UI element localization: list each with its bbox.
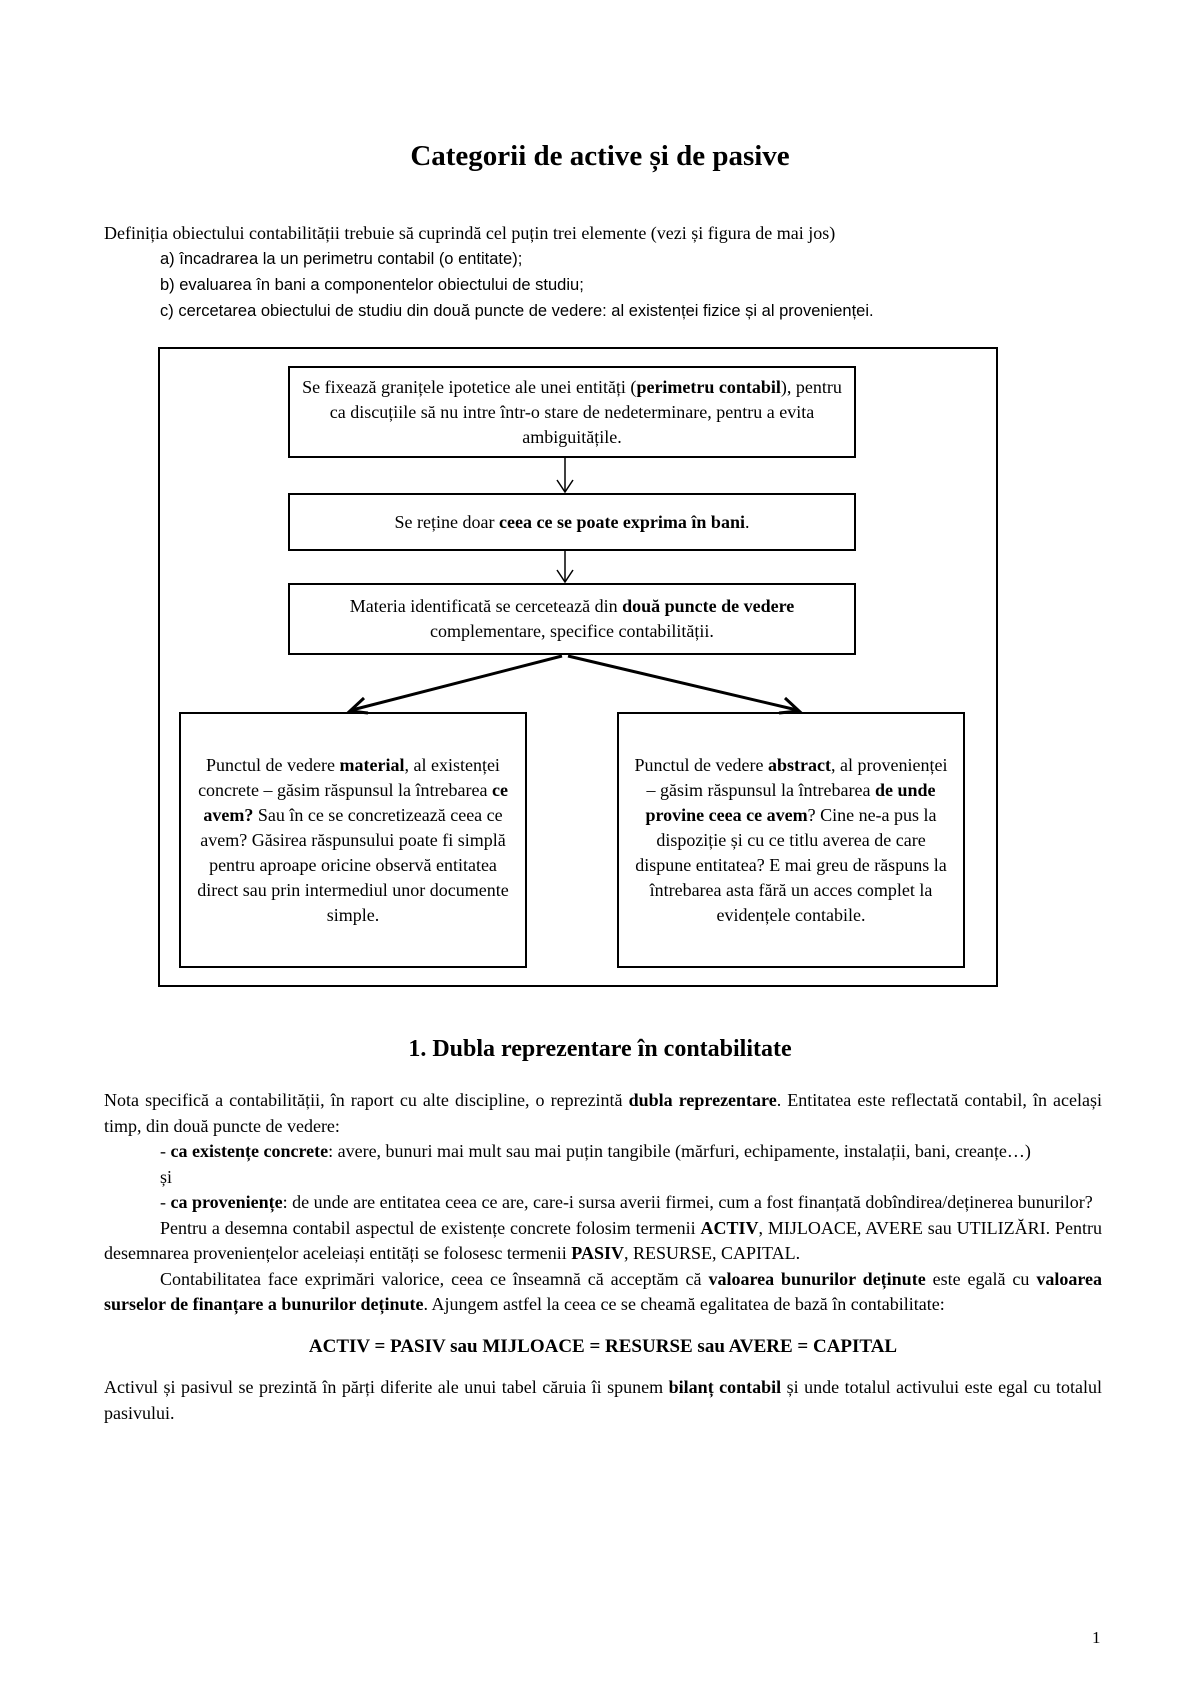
page-number: 1 — [1092, 1628, 1101, 1647]
flow-box-material — [179, 712, 527, 968]
p1-pre: Nota specifică a contabilității, în raport cu alte discipline, o reprezintă — [104, 1090, 629, 1110]
intro-item-a: a) încadrarea la un perimetru contabil (o entitate); — [160, 250, 523, 268]
flow-box-perimeter-text — [300, 375, 844, 450]
p3-post: : de unde are entitatea ceea ce are, care-i sursa averii firmei, cum a fost finanțată dobîndirea/deținerea bunurilor? — [282, 1192, 1093, 1212]
p4-post: , RESURSE, CAPITAL. — [623, 1243, 801, 1263]
section-heading: 1. Dubla reprezentare în contabilitate — [408, 1036, 792, 1062]
box1-bold: perimetru contabil — [636, 376, 781, 397]
flow-box-abstract-text — [629, 753, 953, 928]
intro-item-b: b) evaluarea în bani a componentelor obiectului de studiu; — [160, 276, 584, 294]
flow-box-perimeter — [288, 366, 856, 458]
p4-b1: ACTIV — [700, 1217, 759, 1238]
p5-b1: valoarea bunurilor deținute — [708, 1268, 926, 1289]
box2-bold: ceea ce se poate exprima în bani — [499, 511, 745, 532]
intro-section — [104, 220, 1104, 324]
p4-pre: Pentru a desemna contabil aspectul de existențe concrete folosim termenii — [160, 1217, 701, 1238]
p2-dash: - — [160, 1141, 171, 1161]
flow-box-viewpoints — [288, 583, 856, 655]
p4-b2: PASIV — [571, 1243, 624, 1263]
section-body — [104, 1088, 1102, 1426]
paragraph-1 — [104, 1088, 1102, 1139]
paragraph-and: și — [160, 1166, 173, 1187]
left-p3: Sau în ce se concretizează ceea ce avem? Găsirea răspunsului poate fi simplă pentru aproape oricine observă entitatea direct sau prin intermediul unor documente simple. — [197, 804, 509, 925]
right-b1: abstract — [768, 754, 831, 775]
p5-mid: este egală cu — [925, 1268, 1037, 1289]
box3-bold: două puncte de vedere — [622, 596, 795, 616]
p1-post: . Entitatea este reflectată contabil, în același timp, din două puncte de vedere: — [104, 1090, 1103, 1136]
box2-pre: Se reține doar — [394, 511, 499, 532]
left-b2: ce avem? — [203, 779, 508, 825]
right-p3: ? Cine ne-a pus la dispoziție și cu ce titlu averea de care dispune entitatea? E mai greu de răspuns la întrebarea asta fără un acces complet la evidențele contabile. — [635, 804, 947, 925]
p2-bold: ca existențe concrete — [170, 1141, 329, 1161]
paragraph-2 — [104, 1139, 1102, 1165]
p3-bold: ca proveniențe — [170, 1192, 283, 1212]
p6-bold: bilanț contabil — [668, 1377, 782, 1397]
p3-dash: - — [160, 1192, 171, 1212]
paragraph-4 — [104, 1216, 1102, 1267]
base-equation: ACTIV = PASIV sau MIJLOACE = RESURSE sau AVERE = CAPITAL — [308, 1335, 898, 1357]
left-p2: , al existenței concrete – găsim răspunsul la întrebarea — [198, 754, 500, 800]
flow-box-material-text — [191, 753, 515, 928]
box3-pre: Materia identificată se cercetează din — [349, 596, 623, 616]
p5-b2: valoarea surselor de finanțare a bunurilor deținute — [104, 1268, 1102, 1314]
right-p1: Punctul de vedere — [634, 754, 768, 775]
paragraph-6 — [104, 1375, 1102, 1426]
intro-lead: Definiția obiectului contabilității trebuie să cuprindă cel puțin trei elemente (vezi și figura de mai jos) — [104, 223, 836, 243]
box2-post: . — [744, 511, 750, 532]
page-title: Categorii de active și de pasive — [410, 140, 790, 172]
p6-pre: Activul și pasivul se prezintă în părți diferite ale unui tabel căruia îi spunem — [104, 1377, 669, 1397]
box1-pre: Se fixează granițele ipotetice ale unei entități ( — [302, 376, 637, 397]
p2-post: : avere, bunuri mai mult sau mai puțin tangibile (mărfuri, echipamente, instalații, bani, creanțe…) — [328, 1141, 1031, 1161]
flow-box-abstract — [617, 712, 965, 968]
p5-pre: Contabilitatea face exprimări valorice, ceea ce înseamnă că acceptăm că — [160, 1268, 709, 1289]
flow-box-money-text — [395, 510, 750, 535]
p4-mid: , MIJLOACE, AVERE sau UTILIZĂRI. Pentru desemnarea proveniențelor aceleiași entități se folosesc termenii — [104, 1217, 1102, 1263]
box3-post: complementare, specifice contabilității. — [430, 621, 714, 641]
p5-post: . Ajungem astfel la ceea ce se cheamă egalitatea de bază în contabilitate: — [423, 1294, 945, 1314]
right-p2: , al provenienței – găsim răspunsul la întrebarea — [646, 754, 948, 800]
paragraph-3 — [104, 1190, 1102, 1216]
p6-post: și unde totalul activului este egal cu totalul pasivului. — [104, 1377, 1103, 1423]
flow-box-viewpoints-text — [300, 594, 844, 644]
flow-box-money — [288, 493, 856, 551]
paragraph-5 — [104, 1267, 1102, 1318]
intro-item-c: c) cercetarea obiectului de studiu din două puncte de vedere: al existenței fizice și al provenienței. — [160, 302, 874, 320]
right-b2: de unde provine ceea ce avem — [645, 779, 936, 825]
box1-post: ), pentru ca discuțiile să nu intre într-o stare de nedeterminare, pentru a evita ambiguitățile. — [329, 376, 842, 447]
left-p1: Punctul de vedere — [206, 754, 340, 775]
left-b1: material — [339, 754, 405, 775]
p1-bold: dubla reprezentare — [628, 1090, 777, 1110]
